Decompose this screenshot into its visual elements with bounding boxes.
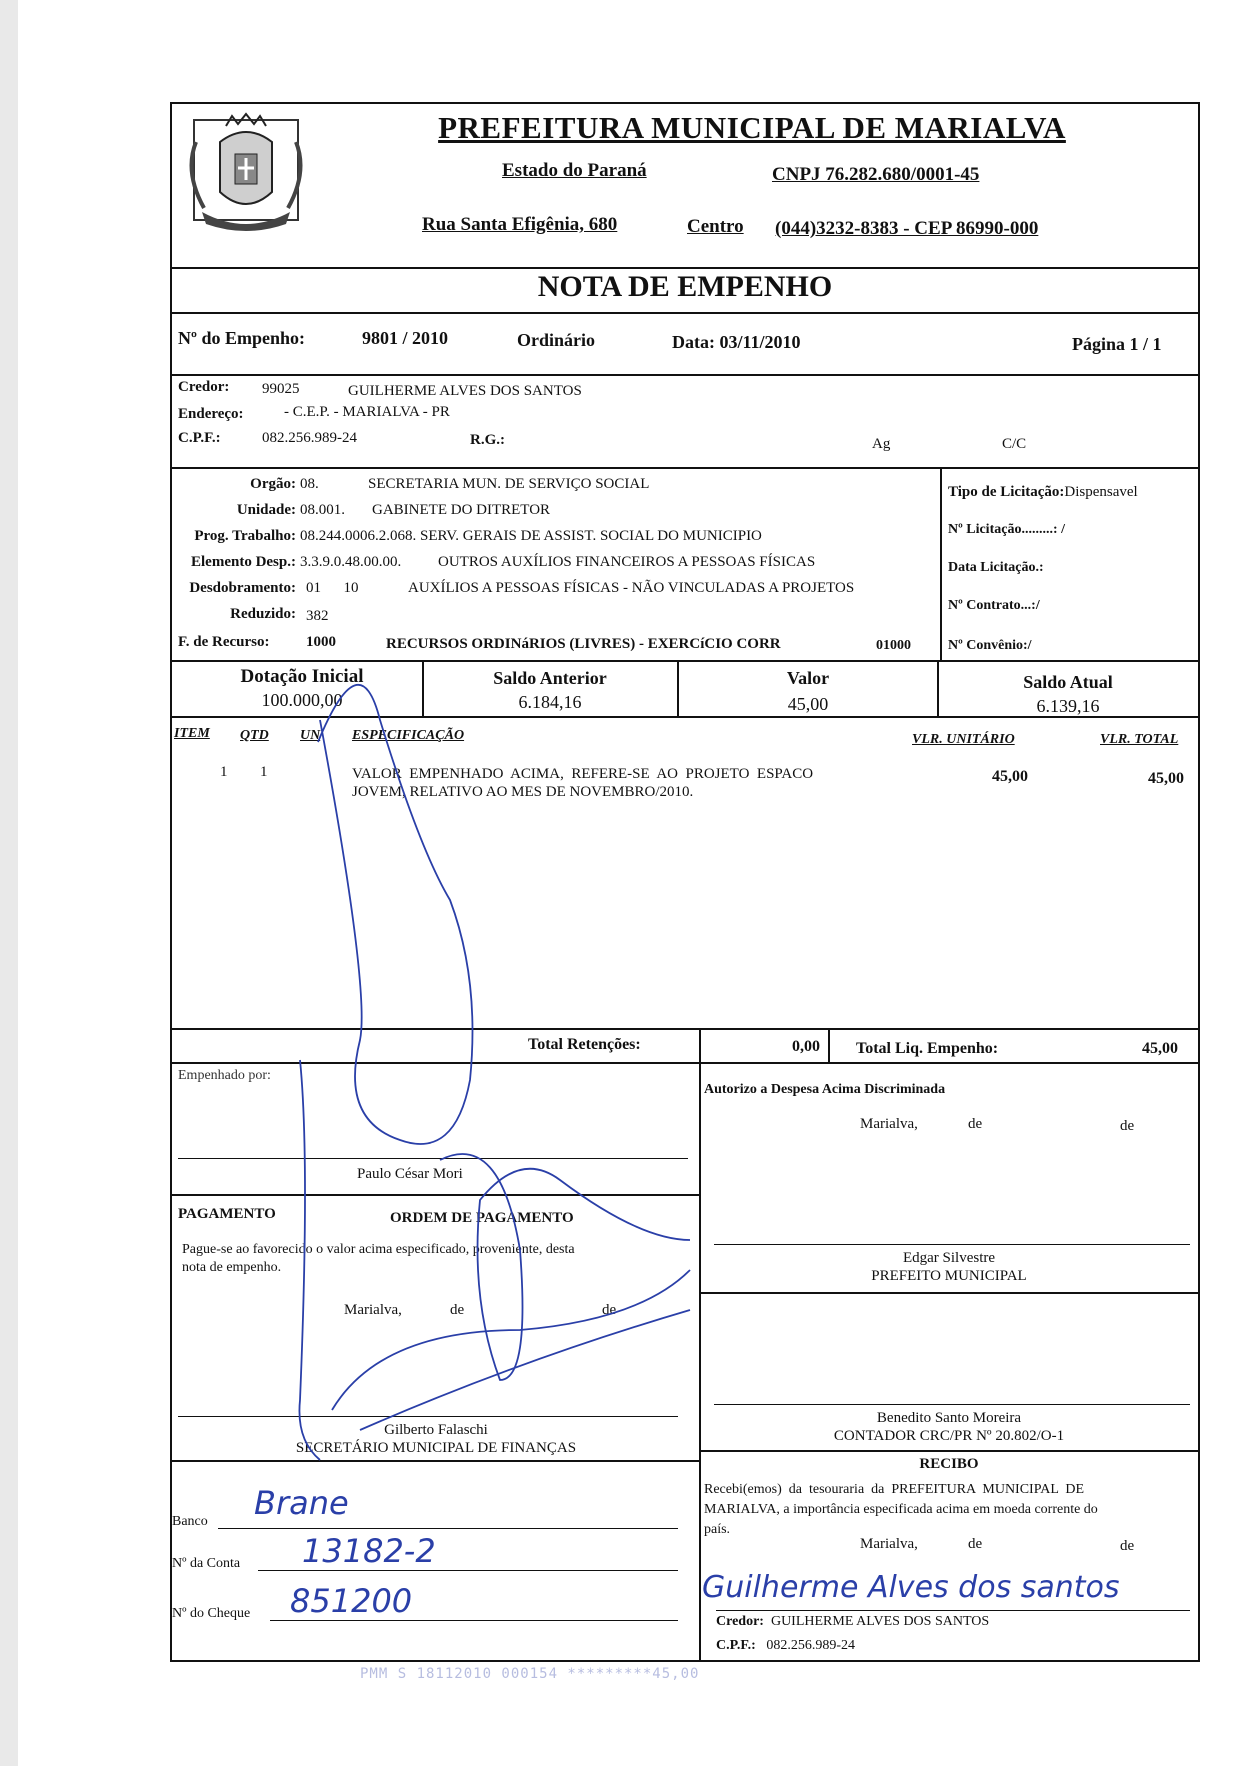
saldo-atual-value: 6.139,16	[1036, 696, 1100, 716]
conta-label: Nº da Conta	[172, 1556, 241, 1571]
address-street: Rua Santa Efigênia, 680	[422, 214, 618, 235]
autorizo-de-1: de	[968, 1116, 983, 1132]
divider	[172, 1062, 1198, 1064]
valor-value: 45,00	[787, 694, 829, 714]
agencia-label: Ag	[872, 436, 891, 452]
numero-convenio: Nº Convênio:/	[948, 638, 1032, 653]
unidade-label: Unidade:	[236, 502, 296, 518]
recibo-cpf: C.P.F.: 082.256.989-24	[716, 1638, 855, 1653]
address-district: Centro	[687, 216, 744, 237]
data-empenho: Data: 03/11/2010	[672, 332, 801, 352]
recibo-texto-2: MARIALVA, a importância especificada acima em moeda corrente do	[704, 1502, 1098, 1517]
desdobramento-codigo: 01 10	[306, 580, 359, 596]
unidade-codigo: 08.001.	[300, 502, 345, 518]
recurso-nome: RECURSOS ORDINáRIOS (LIVRES) - EXERCíCIO CORR	[386, 636, 781, 652]
divider	[172, 1028, 1198, 1030]
recurso-codigo: 1000	[306, 634, 336, 650]
col-especificacao: ESPECIFICAÇÃO	[352, 728, 465, 743]
numero-empenho-label: Nº do Empenho:	[178, 328, 305, 348]
desdobramento-label: Desdobramento:	[189, 580, 296, 596]
recibo-credor: Credor: GUILHERME ALVES DOS SANTOS	[716, 1614, 990, 1629]
saldo-atual-label: Saldo Atual	[1023, 672, 1113, 692]
tipo-empenho: Ordinário	[517, 330, 596, 350]
divider	[172, 1460, 700, 1462]
banco-line	[218, 1528, 678, 1529]
conta-corrente-label: C/C	[1002, 436, 1027, 452]
item-number: 1	[220, 764, 228, 780]
divider	[828, 1028, 830, 1062]
pagamento-de-1: de	[450, 1302, 465, 1318]
empenhado-label: Empenhado por:	[178, 1068, 271, 1083]
divider	[699, 1450, 1198, 1452]
col-unitario: VLR. UNITÁRIO	[912, 732, 1015, 747]
recurso-label: F. de Recurso:	[178, 634, 270, 650]
recibo-de-1: de	[968, 1536, 983, 1552]
valor-label: Valor	[786, 668, 830, 688]
item-qtd: 1	[260, 764, 268, 780]
recibo-texto-3: país.	[704, 1522, 731, 1537]
recibo-label: RECIBO	[919, 1456, 979, 1472]
autorizo-label: Autorizo a Despesa Acima Discriminada	[704, 1082, 946, 1097]
empenhado-nome: Paulo César Mori	[357, 1166, 463, 1182]
numero-licitacao: Nº Licitação.........: /	[948, 522, 1065, 537]
signature-line	[178, 1416, 678, 1417]
credor-codigo: 99025	[262, 381, 300, 397]
divider	[172, 374, 1198, 376]
desdobramento-nome: AUXÍLIOS A PESSOAS FÍSICAS - NÃO VINCULADAS A PROJETOS	[408, 580, 855, 596]
divider	[699, 1292, 1198, 1294]
orgao-nome: SECRETARIA MUN. DE SERVIÇO SOCIAL	[368, 476, 650, 492]
programa-label: Prog. Trabalho:	[194, 528, 296, 544]
document-title: NOTA DE EMPENHO	[537, 270, 833, 303]
contador-cargo: CONTADOR CRC/PR Nº 20.802/O-1	[833, 1428, 1065, 1444]
numero-empenho-value: 9801 / 2010	[362, 328, 449, 348]
banco-label: Banco	[172, 1514, 208, 1529]
recibo-cidade: Marialva,	[860, 1536, 918, 1552]
divider	[172, 660, 1198, 662]
divider	[172, 467, 1198, 469]
divider	[699, 1062, 701, 1662]
unidade-nome: GABINETE DO DITRETOR	[372, 502, 551, 518]
secretario-cargo: SECRETÁRIO MUNICIPAL DE FINANÇAS	[295, 1440, 577, 1456]
scan-edge	[0, 0, 18, 1766]
prefeitura-title: PREFEITURA MUNICIPAL DE MARIALVA	[438, 110, 1066, 145]
pagamento-de-2: de	[602, 1302, 617, 1318]
ordem-pagamento-label: ORDEM DE PAGAMENTO	[390, 1210, 574, 1226]
total-liquido-label: Total Liq. Empenho:	[856, 1040, 999, 1057]
total-liquido-value: 45,00	[1142, 1040, 1178, 1057]
divider	[172, 312, 1198, 314]
divider	[940, 467, 942, 660]
item-spec-line2: JOVEM, RELATIVO AO MES DE NOVEMBRO/2010.	[352, 784, 694, 800]
credor-nome: GUILHERME ALVES DOS SANTOS	[348, 383, 582, 399]
rg-label: R.G.:	[470, 432, 505, 448]
state-label: Estado do Paraná	[502, 160, 647, 181]
pagina-label: Página 1 / 1	[1072, 334, 1162, 354]
divider	[699, 1028, 701, 1062]
programa-value: 08.244.0006.2.068. SERV. GERAIS DE ASSIST. SOCIAL DO MUNICIPIO	[300, 528, 762, 544]
total-retencoes-value: 0,00	[792, 1038, 820, 1055]
data-licitacao: Data Licitação.:	[948, 560, 1044, 575]
recibo-assinatura: Guilherme Alves dos santos	[702, 1570, 1120, 1605]
signature-line	[716, 1610, 1190, 1611]
elemento-nome: OUTROS AUXÍLIOS FINANCEIROS A PESSOAS FÍSICAS	[438, 554, 816, 570]
orgao-label: Orgão:	[250, 476, 296, 492]
saldo-anterior-label: Saldo Anterior	[493, 668, 607, 688]
col-total: VLR. TOTAL	[1100, 732, 1179, 747]
elemento-label: Elemento Desp.:	[191, 554, 296, 570]
total-retencoes-label: Total Retenções:	[528, 1036, 641, 1053]
banco-value: Brane	[254, 1484, 349, 1522]
recibo-texto-1: Recebi(emos) da tesouraria da PREFEITURA MUNICIPAL DE	[704, 1482, 1085, 1497]
item-spec-line1: VALOR EMPENHADO ACIMA, REFERE-SE AO PROJETO ESPACO	[352, 766, 814, 782]
saldo-anterior-value: 6.184,16	[518, 692, 582, 712]
pagamento-texto-2: nota de empenho.	[182, 1260, 282, 1275]
col-item: ITEM	[174, 726, 210, 741]
secretario-nome: Gilberto Falaschi	[384, 1422, 488, 1438]
conta-value: 13182-2	[302, 1532, 436, 1570]
city-seal-icon	[180, 112, 312, 234]
tipo-licitacao: Tipo de Licitação:Dispensavel	[948, 484, 1138, 500]
item-unitario: 45,00	[992, 768, 1028, 785]
phone-cep: (044)3232-8383 - CEP 86990-000	[775, 218, 1039, 239]
signature-line	[714, 1404, 1190, 1405]
prefeito-cargo: PREFEITO MUNICIPAL	[871, 1268, 1027, 1284]
pagamento-cidade: Marialva,	[344, 1302, 402, 1318]
dotacao-inicial-value: 100.000,00	[261, 690, 343, 710]
endereco-value: - C.E.P. - MARIALVA - PR	[284, 404, 450, 420]
recibo-de-2: de	[1120, 1538, 1135, 1554]
numero-contrato: Nº Contrato...:/	[948, 598, 1040, 613]
conta-line	[258, 1570, 678, 1571]
empenho-form	[170, 102, 1200, 1662]
divider	[172, 267, 1198, 269]
autorizo-de-2: de	[1120, 1118, 1135, 1134]
signature-line	[178, 1158, 688, 1159]
reduzido-value: 382	[306, 608, 329, 624]
cheque-label: Nº do Cheque	[172, 1606, 251, 1621]
prefeito-nome: Edgar Silvestre	[902, 1250, 996, 1266]
item-total: 45,00	[1148, 770, 1184, 787]
pagamento-texto-1: Pague-se ao favorecido o valor acima especificado, proveniente, desta	[182, 1242, 575, 1257]
endereco-label: Endereço:	[178, 406, 244, 422]
orgao-codigo: 08.	[300, 476, 319, 492]
divider	[172, 1194, 700, 1196]
elemento-codigo: 3.3.9.0.48.00.00.	[300, 554, 402, 570]
cheque-value: 851200	[290, 1582, 413, 1620]
pagamento-label: PAGAMENTO	[178, 1206, 276, 1222]
autorizo-cidade: Marialva,	[860, 1116, 918, 1132]
recurso-numero: 01000	[876, 638, 911, 653]
divider	[172, 716, 1198, 718]
credor-label: Credor:	[178, 379, 230, 395]
authentication-stamp: PMM S 18112010 000154 *********45,00	[360, 1666, 700, 1682]
cpf-value: 082.256.989-24	[262, 430, 357, 446]
reduzido-label: Reduzido:	[230, 606, 296, 622]
dotacao-inicial-label: Dotação Inicial	[240, 666, 364, 687]
signature-line	[714, 1244, 1190, 1245]
cpf-label: C.P.F.:	[178, 430, 221, 446]
cheque-line	[270, 1620, 678, 1621]
col-qtd: QTD	[240, 728, 269, 743]
cnpj-label: CNPJ 76.282.680/0001-45	[772, 164, 980, 185]
contador-nome: Benedito Santo Moreira	[876, 1410, 1022, 1426]
col-un: UN	[300, 728, 321, 743]
